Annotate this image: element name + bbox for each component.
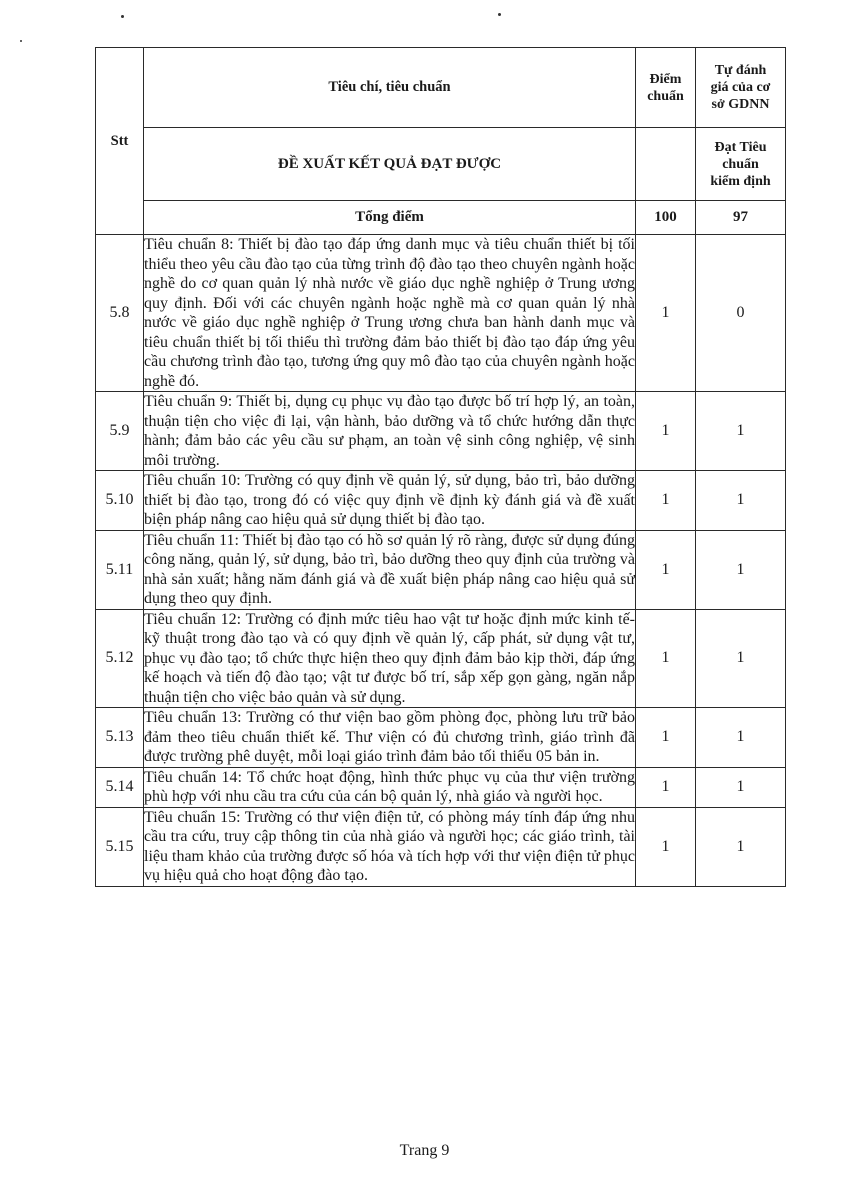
row-score: 1 <box>636 807 696 886</box>
accreditation-header <box>696 128 786 201</box>
row-criteria-text: Tiêu chuẩn 14: Tổ chức hoạt động, hình thức phục vụ của thư viện trường phù hợp với nhu cầu tra cứu của cán bộ quản lý, nhà giáo và người học. <box>144 768 635 805</box>
row-self-eval: 1 <box>696 392 786 471</box>
row-criteria-text: Tiêu chuẩn 9: Thiết bị, dụng cụ phục vụ đào tạo được bố trí hợp lý, an toàn, thuận tiện cho việc đi lại, vận hành, bảo dưỡng và tổ chức hướng dẫn thực hành; đảm bảo các yêu cầu sư phạm, an toàn vệ sinh công nghiệp, vệ sinh môi trường. <box>144 393 635 469</box>
table-row <box>96 767 786 807</box>
criteria-table <box>95 47 786 887</box>
accreditation-header-line: Đạt Tiêu <box>714 139 767 155</box>
row-score: 1 <box>636 708 696 768</box>
row-self-eval: 0 <box>696 235 786 392</box>
row-score: 1 <box>636 767 696 807</box>
header-row-criteria <box>96 48 786 128</box>
row-score: 1 <box>636 235 696 392</box>
table-row <box>96 708 786 768</box>
self-eval-header <box>696 48 786 128</box>
row-stt: 5.11 <box>96 530 144 609</box>
score-header-line: Điểm <box>649 71 682 87</box>
accreditation-header-line: chuẩn <box>722 156 759 172</box>
row-stt: 5.8 <box>96 235 144 392</box>
self-eval-header-line: giá của cơ <box>710 80 771 95</box>
row-self-eval: 1 <box>696 609 786 708</box>
table-row <box>96 471 786 531</box>
accreditation-header-line: kiểm định <box>710 173 771 189</box>
page-number: Trang 9 <box>399 1142 450 1159</box>
row-self-eval: 1 <box>696 708 786 768</box>
table-row <box>96 392 786 471</box>
row-score: 1 <box>636 471 696 531</box>
stt-header: Stt <box>96 48 144 235</box>
self-eval-header-line: Tự đánh <box>714 63 767 78</box>
scan-speck <box>20 40 22 42</box>
table-row <box>96 530 786 609</box>
row-criteria-text: Tiêu chuẩn 13: Trường có thư viện bao gồm phòng đọc, phòng lưu trữ bảo đảm theo tiêu chuẩn thiết kế. Thư viện có đủ chương trình, giáo trình đã được trường phê duyệt, mỗi loại giáo trình đảm bảo tối thiểu 05 bản in. <box>144 709 635 765</box>
row-score: 1 <box>636 392 696 471</box>
row-stt: 5.13 <box>96 708 144 768</box>
self-eval-header-line: sở GDNN <box>711 97 770 112</box>
row-self-eval: 1 <box>696 471 786 531</box>
row-self-eval: 1 <box>696 530 786 609</box>
row-stt: 5.14 <box>96 767 144 807</box>
row-criteria-text: Tiêu chuẩn 10: Trường có quy định về quản lý, sử dụng, bảo trì, bảo dưỡng thiết bị đào tạo, trong đó có việc quy định về định kỳ đánh giá và đề xuất biện pháp nâng cao hiệu quả sử dụng thiết bị đào tạo. <box>144 472 635 528</box>
table-row <box>96 235 786 392</box>
score-header-line: chuẩn <box>647 88 684 104</box>
table-row <box>96 807 786 886</box>
row-criteria-text: Tiêu chuẩn 15: Trường có thư viện điện tử, có phòng máy tính đáp ứng nhu cầu tra cứu, truy cập thông tin của nhà giáo và người học; các giáo trình, tài liệu tham khảo của trường được số hóa và tích hợp với thư viện điện tử phục vụ hiệu quả cho hoạt động đào tạo. <box>144 808 635 884</box>
row-score: 1 <box>636 609 696 708</box>
total-label: Tổng điểm <box>144 201 636 235</box>
total-score: 100 <box>636 201 696 235</box>
table-row <box>96 609 786 708</box>
row-stt: 5.9 <box>96 392 144 471</box>
scan-speck <box>121 15 124 18</box>
total-self-eval: 97 <box>696 201 786 235</box>
total-row <box>96 201 786 235</box>
row-stt: 5.15 <box>96 807 144 886</box>
row-score: 1 <box>636 530 696 609</box>
proposal-header: ĐỀ XUẤT KẾT QUẢ ĐẠT ĐƯỢC <box>144 128 636 201</box>
row-stt: 5.10 <box>96 471 144 531</box>
score-header <box>636 48 696 128</box>
row-self-eval: 1 <box>696 767 786 807</box>
criteria-header: Tiêu chí, tiêu chuẩn <box>144 48 636 128</box>
scan-speck <box>498 13 501 16</box>
row-self-eval: 1 <box>696 807 786 886</box>
row-stt: 5.12 <box>96 609 144 708</box>
row-criteria-text: Tiêu chuẩn 11: Thiết bị đào tạo có hồ sơ quản lý rõ ràng, được sử dụng đúng công năng, quản lý, sử dụng, bảo trì, bảo dưỡng theo quy định của trường và nhà sản xuất; hằng năm đánh giá và đề xuất biện pháp nâng cao hiệu quả sử dụng theo quy định. <box>144 531 635 607</box>
row-criteria-text: Tiêu chuẩn 8: Thiết bị đào tạo đáp ứng danh mục và tiêu chuẩn thiết bị tối thiểu theo yêu cầu đào tạo của từng trình độ đào tạo theo chuyên ngành hoặc nghề do cơ quan quản lý nhà nước về giáo dục nghề nghiệp ở Trung ương quy định. Đối với các chuyên ngành hoặc nghề mà cơ quan quản lý nhà nước về giáo dục nghề nghiệp ở Trung ương chưa ban hành danh mục và tiêu chuẩn thiết bị tối thiểu thì trường đảm bảo thiết bị đào tạo đáp ứng yêu cầu chương trình đào tạo, tương ứng quy mô đào tạo của chuyên ngành hoặc nghề đó. <box>144 236 635 390</box>
row-criteria-text: Tiêu chuẩn 12: Trường có định mức tiêu hao vật tư hoặc định mức kinh tế-kỹ thuật trong đào tạo và có quy định về quản lý, cấp phát, sử dụng vật tư, phục vụ đào tạo; tổ chức thực hiện theo quy định đảm bảo kịp thời, đáp ứng kế hoạch và tiến độ đào tạo; vật tư được bố trí, sắp xếp gọn gàng, ngăn nắp thuận tiện cho việc bảo quản và sử dụng. <box>144 610 635 706</box>
header-row-proposal <box>96 128 786 201</box>
proposal-score-cell <box>636 128 696 201</box>
